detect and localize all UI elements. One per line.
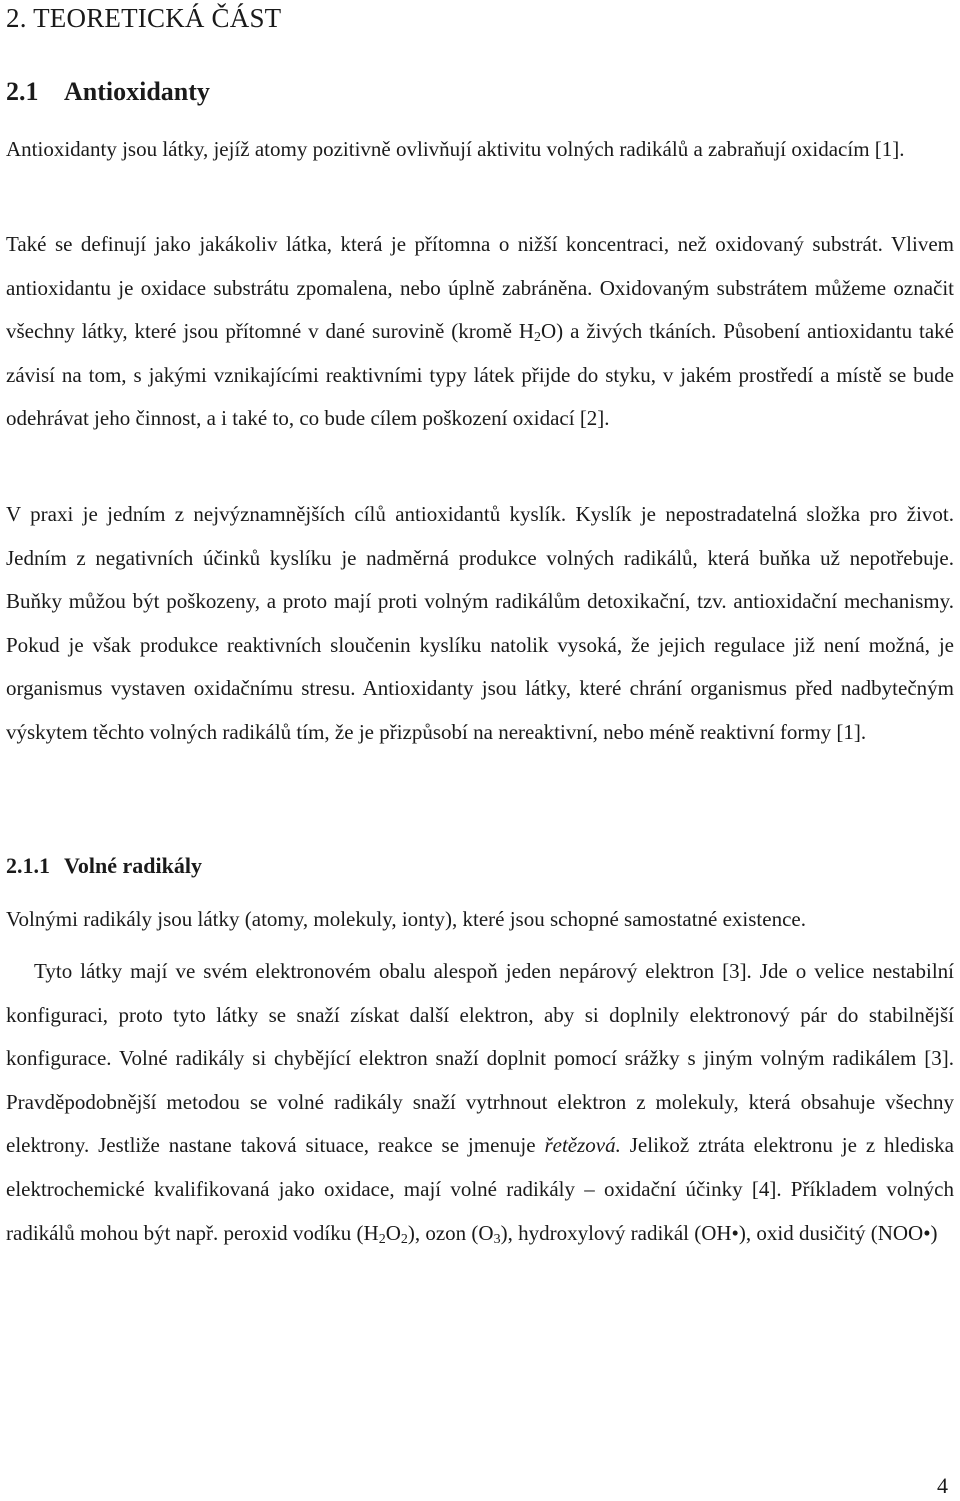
paragraph-radicals-description: [6, 950, 954, 1255]
subsection-heading: [6, 852, 202, 880]
subscript: 3: [493, 1231, 501, 1247]
paragraph-text: ), ozon (O: [407, 1220, 494, 1245]
page-number: 4: [937, 1473, 948, 1498]
paragraph-text: O) a živých tkáních. Působení antioxidantu také závisí na tom, s jakými vznikajícími reaktivními typy látek přijde do styku, v jakém prostředí a místě se bude odehrávat jeho činnost, a i také to, co bude cílem poškození oxidací [2].: [6, 319, 954, 431]
paragraph-text: O: [385, 1220, 401, 1245]
subsection-number: 2.1.1: [6, 853, 50, 878]
chapter-heading: 2. TEORETICKÁ ČÁST: [6, 3, 282, 33]
paragraph-text: Také se definují jako jakákoliv látka, která je přítomna o nižší koncentraci, než oxidovaný substrát. Vlivem antioxidantu je oxidace substrátu zpomalena, nebo úplně zabráněna. Oxidovaným substrátem můžeme označit všechny látky, které jsou přítomné v dané surovině (kromě H: [6, 232, 954, 344]
italic-term: řetězová.: [544, 1133, 621, 1158]
section-heading: [6, 76, 210, 108]
section-title: Antioxidanty: [64, 77, 210, 106]
paragraph-text: Tyto látky mají ve svém elektronovém obalu alespoň jeden nepárový elektron [3]. Jde o velice nestabilní konfiguraci, proto tyto látky se snaží získat další elektron, aby si doplnily elektronový pár do stabilnější konfigurace. Volné radikály si chybějící elektron snaží doplnit pomocí srážky s jiným volným radikálem [3]. Pravděpodobnější metodou se volné radikály snaží vytrhnout elektron z molekuly, která obsahuje všechny elektrony. Jestliže nastane taková situace, reakce se jmenuje: [6, 959, 954, 1158]
subscript: 2: [378, 1231, 386, 1247]
section-number: 2.1: [6, 77, 39, 106]
subscript: 2: [534, 330, 542, 346]
paragraph-definition: Antioxidanty jsou látky, jejíž atomy pozitivně ovlivňují aktivitu volných radikálů a zabraňují oxidacím [1].: [6, 137, 905, 161]
paragraph-oxygen: V praxi je jedním z nejvýznamnějších cílů antioxidantů kyslík. Kyslík je nepostradatelná složka pro život. Jedním z negativních účinků kyslíku je nadměrná produkce volných radikálů, která buňka už nepotřebuje. Buňky můžou být poškozeny, a proto mají proti volným radikálům detoxikační, tzv. antioxidační mechanismy. Pokud je však produkce reaktivních sloučenin kyslíku natolik vysoká, že jejich regulace již není možná, je organismus vystaven oxidačnímu stresu. Antioxidanty jsou látky, které chrání organismus před nadbytečným výskytem těchto volných radikálů tím, že je přizpůsobí na nereaktivní, nebo méně reaktivní formy [1].: [6, 502, 954, 744]
subsection-title: Volné radikály: [64, 853, 202, 878]
paragraph-text: ), hydroxylový radikál (OH•), oxid dusičitý (NOO•): [500, 1220, 938, 1245]
subscript: 2: [400, 1231, 408, 1247]
paragraph-radicals-definition: Volnými radikály jsou látky (atomy, molekuly, ionty), které jsou schopné samostatné existence.: [6, 907, 806, 931]
paragraph-substrate: [6, 223, 954, 441]
paragraph-text: Jelikož ztráta elektronu je z hlediska elektrochemické kvalifikovaná jako oxidace, mají volné radikály – oxidační účinky [4]. Příkladem volných radikálů mohou být např. peroxid vodíku (H: [6, 1133, 954, 1245]
